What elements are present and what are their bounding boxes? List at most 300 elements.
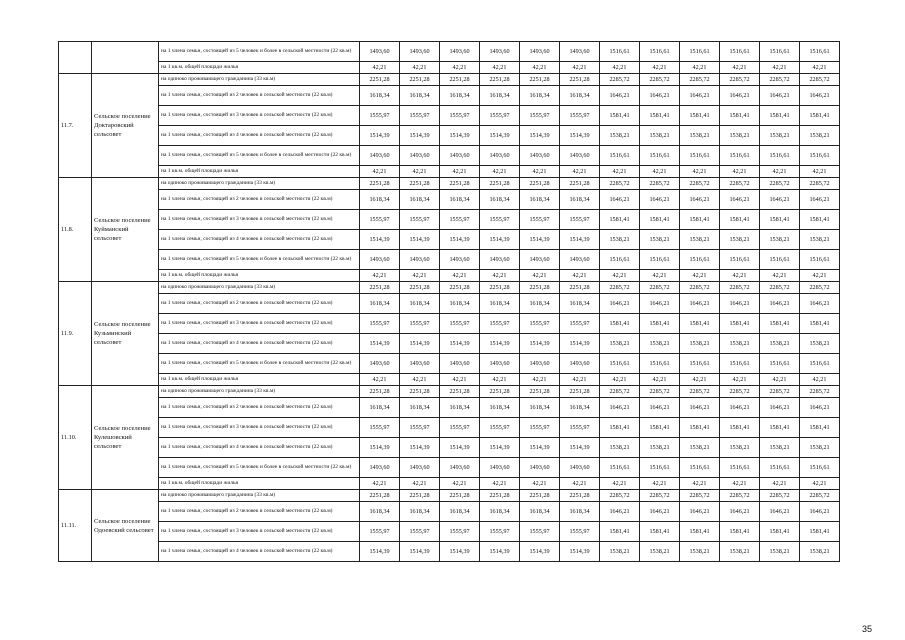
tariff-value: 1581,41	[760, 106, 800, 126]
tariff-value: 1516,61	[720, 42, 760, 62]
tariff-value: 1555,97	[520, 418, 560, 438]
tariff-value: 1516,61	[720, 250, 760, 270]
tariff-value: 1516,61	[640, 458, 680, 478]
table-row	[59, 502, 840, 522]
category-description: на одиноко проживающего гражданина (33 кв.м)	[159, 282, 360, 294]
table-row	[59, 418, 840, 438]
tariff-value: 1493,60	[520, 458, 560, 478]
tariff-value: 1555,97	[400, 418, 440, 438]
tariff-value: 2251,28	[560, 178, 600, 190]
tariff-value: 1555,97	[480, 418, 520, 438]
tariff-value: 2251,28	[520, 386, 560, 398]
tariff-value: 1555,97	[440, 210, 480, 230]
category-description: на 1 члена семьи, состоящей из 5 человек и более в сельской местности (22 кв.м)	[159, 250, 360, 270]
tariff-value: 1514,39	[480, 126, 520, 146]
category-description: на 1 кв.м. общей площади жилья	[159, 270, 360, 282]
tariff-value: 1646,21	[760, 398, 800, 418]
tariff-value: 1538,21	[760, 542, 800, 562]
tariff-value: 1618,34	[480, 398, 520, 418]
item-number	[59, 42, 92, 74]
tariff-value: 1514,39	[440, 334, 480, 354]
item-number: 11.9.	[59, 282, 92, 386]
tariff-value: 42,21	[720, 270, 760, 282]
table-row	[59, 374, 840, 386]
tariff-value: 2285,72	[600, 386, 640, 398]
tariff-value: 1618,34	[440, 294, 480, 314]
tariff-value: 2285,72	[640, 282, 680, 294]
tariff-value: 1514,39	[520, 126, 560, 146]
tariff-value: 1646,21	[760, 190, 800, 210]
tariff-value: 1516,61	[640, 354, 680, 374]
category-description: на 1 члена семьи, состоящей из 5 человек и более в сельской местности (22 кв.м)	[159, 458, 360, 478]
tariff-value: 2285,72	[720, 282, 760, 294]
tariff-value: 1646,21	[640, 502, 680, 522]
tariff-value: 1514,39	[560, 334, 600, 354]
tariff-value: 1538,21	[800, 438, 840, 458]
tariff-value: 1493,60	[360, 458, 400, 478]
tariff-value: 2285,72	[640, 490, 680, 502]
tariff-value: 2285,72	[720, 490, 760, 502]
tariff-value: 1538,21	[680, 438, 720, 458]
table-row	[59, 270, 840, 282]
tariff-value: 1514,39	[360, 334, 400, 354]
table-row	[59, 542, 840, 562]
tariff-value: 1618,34	[520, 294, 560, 314]
tariff-value: 1618,34	[560, 86, 600, 106]
tariff-value: 1538,21	[680, 230, 720, 250]
tariff-value: 2251,28	[440, 74, 480, 86]
settlement-name: Сельское поселение Одоевский сельсовет	[92, 490, 159, 562]
tariff-value: 42,21	[800, 374, 840, 386]
tariff-value: 2251,28	[400, 490, 440, 502]
tariff-value: 42,21	[680, 478, 720, 490]
tariff-value: 2251,28	[480, 178, 520, 190]
tariff-value: 1516,61	[680, 458, 720, 478]
tariff-value: 2251,28	[400, 282, 440, 294]
tariff-value: 1555,97	[560, 106, 600, 126]
tariff-value: 1514,39	[560, 438, 600, 458]
category-description: на одиноко проживающего гражданина (33 кв.м)	[159, 386, 360, 398]
tariff-value: 1514,39	[520, 542, 560, 562]
tariff-value: 1516,61	[600, 250, 640, 270]
category-description: на одиноко проживающего гражданина (33 кв.м)	[159, 74, 360, 86]
settlement-name: Сельское поселение Куйманский сельсовет	[92, 178, 159, 282]
tariff-table-body	[59, 42, 840, 562]
tariff-value: 1618,34	[400, 294, 440, 314]
tariff-value: 2251,28	[560, 282, 600, 294]
table-row	[59, 522, 840, 542]
category-description: на 1 члена семьи, состоящей из 4 человек в сельской местности (22 кв.м)	[159, 334, 360, 354]
tariff-value: 1514,39	[520, 334, 560, 354]
category-description: на 1 члена семьи, состоящей из 2 человек в сельской местности (22 кв.м)	[159, 294, 360, 314]
tariff-value: 1581,41	[760, 314, 800, 334]
tariff-value: 2251,28	[360, 386, 400, 398]
tariff-value: 1516,61	[680, 146, 720, 166]
tariff-value: 1555,97	[480, 522, 520, 542]
tariff-value: 2285,72	[800, 178, 840, 190]
tariff-value: 1581,41	[600, 418, 640, 438]
tariff-value: 1646,21	[600, 294, 640, 314]
tariff-value: 1581,41	[600, 106, 640, 126]
table-row	[59, 230, 840, 250]
category-description: на 1 члена семьи, состоящей из 4 человек в сельской местности (22 кв.м)	[159, 542, 360, 562]
tariff-value: 1493,60	[520, 250, 560, 270]
category-description: на 1 члена семьи, состоящей из 4 человек в сельской местности (22 кв.м)	[159, 438, 360, 458]
category-description: на 1 кв.м. общей площади жилья	[159, 166, 360, 178]
tariff-value: 42,21	[560, 478, 600, 490]
tariff-value: 1581,41	[800, 418, 840, 438]
category-description: на 1 кв.м. общей площади жилья	[159, 62, 360, 74]
tariff-value: 1618,34	[520, 502, 560, 522]
tariff-value: 42,21	[360, 62, 400, 74]
tariff-value: 1514,39	[400, 438, 440, 458]
tariff-value: 42,21	[400, 374, 440, 386]
tariff-value: 42,21	[680, 166, 720, 178]
tariff-value: 1514,39	[360, 126, 400, 146]
tariff-value: 42,21	[440, 478, 480, 490]
tariff-value: 1555,97	[440, 106, 480, 126]
tariff-value: 1493,60	[400, 354, 440, 374]
tariff-value: 1493,60	[440, 146, 480, 166]
tariff-value: 1493,60	[440, 250, 480, 270]
tariff-value: 1516,61	[640, 146, 680, 166]
tariff-value: 1618,34	[480, 502, 520, 522]
category-description: на 1 члена семьи, состоящей из 3 человек в сельской местности (22 кв.м)	[159, 522, 360, 542]
tariff-value: 1581,41	[680, 106, 720, 126]
tariff-value: 1516,61	[760, 42, 800, 62]
tariff-value: 2251,28	[520, 74, 560, 86]
settlement-name: Сельское поселение Доктаровский сельсовет	[92, 74, 159, 178]
tariff-value: 1516,61	[640, 42, 680, 62]
tariff-value: 1538,21	[640, 334, 680, 354]
tariff-value: 1493,60	[400, 146, 440, 166]
tariff-value: 1646,21	[640, 294, 680, 314]
tariff-value: 42,21	[480, 478, 520, 490]
tariff-value: 1516,61	[800, 354, 840, 374]
tariff-value: 1516,61	[600, 458, 640, 478]
tariff-value: 2285,72	[720, 178, 760, 190]
tariff-value: 1581,41	[800, 106, 840, 126]
tariff-value: 1555,97	[560, 210, 600, 230]
table-row	[59, 250, 840, 270]
tariff-value: 1646,21	[680, 502, 720, 522]
table-row	[59, 386, 840, 398]
tariff-value: 2285,72	[800, 74, 840, 86]
tariff-value: 1493,60	[400, 250, 440, 270]
tariff-value: 1618,34	[440, 502, 480, 522]
tariff-value: 1646,21	[800, 294, 840, 314]
tariff-value: 42,21	[680, 270, 720, 282]
tariff-value: 2285,72	[680, 386, 720, 398]
tariff-value: 1516,61	[680, 42, 720, 62]
settlement-name: Сельское поселение Кулешовский сельсовет	[92, 386, 159, 490]
category-description: на 1 члена семьи, состоящей из 3 человек в сельской местности (22 кв.м)	[159, 106, 360, 126]
tariff-value: 42,21	[600, 374, 640, 386]
tariff-value: 1538,21	[720, 438, 760, 458]
tariff-value: 1555,97	[560, 418, 600, 438]
tariff-value: 1514,39	[560, 126, 600, 146]
tariff-value: 1516,61	[720, 354, 760, 374]
tariff-value: 1618,34	[560, 294, 600, 314]
tariff-value: 42,21	[720, 478, 760, 490]
tariff-value: 1555,97	[520, 522, 560, 542]
tariff-value: 1493,60	[480, 250, 520, 270]
tariff-value: 1646,21	[800, 190, 840, 210]
category-description: на 1 члена семьи, состоящей из 4 человек в сельской местности (22 кв.м)	[159, 230, 360, 250]
tariff-value: 2251,28	[560, 490, 600, 502]
settlement-name	[92, 42, 159, 74]
tariff-value: 1514,39	[560, 542, 600, 562]
tariff-value: 1555,97	[520, 106, 560, 126]
tariff-value: 2285,72	[800, 282, 840, 294]
table-row	[59, 490, 840, 502]
tariff-value: 1646,21	[680, 398, 720, 418]
tariff-value: 42,21	[400, 478, 440, 490]
table-row	[59, 210, 840, 230]
tariff-value: 42,21	[800, 478, 840, 490]
tariff-value: 42,21	[560, 270, 600, 282]
tariff-value: 2285,72	[640, 74, 680, 86]
tariff-value: 1493,60	[400, 42, 440, 62]
tariff-value: 1516,61	[760, 458, 800, 478]
tariff-value: 2285,72	[680, 282, 720, 294]
tariff-value: 2285,72	[640, 178, 680, 190]
tariff-value: 1538,21	[600, 542, 640, 562]
tariff-value: 42,21	[400, 270, 440, 282]
tariff-value: 1581,41	[640, 418, 680, 438]
table-row	[59, 106, 840, 126]
tariff-value: 1538,21	[760, 126, 800, 146]
tariff-value: 1493,60	[480, 42, 520, 62]
tariff-value: 2251,28	[360, 178, 400, 190]
tariff-value: 1646,21	[600, 190, 640, 210]
tariff-value: 1493,60	[440, 458, 480, 478]
category-description: на 1 кв.м. общей площади жилья	[159, 374, 360, 386]
tariff-value: 42,21	[640, 478, 680, 490]
tariff-value: 1538,21	[720, 542, 760, 562]
tariff-value: 42,21	[600, 62, 640, 74]
tariff-value: 42,21	[440, 374, 480, 386]
tariff-value: 1538,21	[600, 438, 640, 458]
tariff-value: 42,21	[520, 374, 560, 386]
tariff-value: 2251,28	[440, 178, 480, 190]
table-row	[59, 314, 840, 334]
tariff-value: 42,21	[600, 478, 640, 490]
tariff-value: 1538,21	[600, 230, 640, 250]
tariff-value: 1555,97	[360, 522, 400, 542]
tariff-value: 1538,21	[800, 334, 840, 354]
table-row	[59, 178, 840, 190]
tariff-value: 1618,34	[360, 294, 400, 314]
tariff-value: 42,21	[360, 374, 400, 386]
tariff-value: 1646,21	[800, 398, 840, 418]
tariff-value: 1618,34	[360, 190, 400, 210]
tariff-value: 1493,60	[560, 146, 600, 166]
tariff-value: 42,21	[560, 62, 600, 74]
tariff-value: 42,21	[760, 62, 800, 74]
tariff-value: 1646,21	[800, 86, 840, 106]
tariff-value: 42,21	[440, 270, 480, 282]
tariff-value: 1514,39	[440, 542, 480, 562]
tariff-value: 1646,21	[720, 86, 760, 106]
tariff-value: 1493,60	[480, 458, 520, 478]
tariff-value: 1516,61	[800, 250, 840, 270]
tariff-value: 42,21	[520, 166, 560, 178]
tariff-value: 2251,28	[560, 386, 600, 398]
tariff-value: 1646,21	[600, 398, 640, 418]
tariff-value: 1493,60	[480, 146, 520, 166]
tariff-value: 1514,39	[360, 230, 400, 250]
tariff-value: 1555,97	[520, 210, 560, 230]
tariff-value: 42,21	[680, 62, 720, 74]
tariff-value: 1646,21	[760, 294, 800, 314]
tariff-value: 1538,21	[760, 230, 800, 250]
tariff-value: 1514,39	[400, 542, 440, 562]
item-number: 11.11.	[59, 490, 92, 562]
tariff-value: 1618,34	[480, 294, 520, 314]
tariff-value: 1618,34	[480, 86, 520, 106]
tariff-value: 1581,41	[640, 106, 680, 126]
tariff-value: 1646,21	[760, 86, 800, 106]
tariff-value: 1493,60	[360, 250, 400, 270]
tariff-value: 1555,97	[360, 210, 400, 230]
tariff-value: 1555,97	[400, 210, 440, 230]
tariff-value: 1514,39	[520, 230, 560, 250]
tariff-value: 42,21	[520, 270, 560, 282]
tariff-value: 1581,41	[720, 522, 760, 542]
tariff-value: 1618,34	[560, 502, 600, 522]
tariff-value: 2251,28	[520, 490, 560, 502]
tariff-value: 1493,60	[360, 354, 400, 374]
tariff-value: 1514,39	[400, 334, 440, 354]
tariff-value: 1555,97	[520, 314, 560, 334]
tariff-value: 1493,60	[560, 42, 600, 62]
tariff-value: 1538,21	[800, 230, 840, 250]
tariff-value: 2251,28	[520, 282, 560, 294]
tariff-value: 1581,41	[760, 210, 800, 230]
tariff-value: 42,21	[600, 270, 640, 282]
tariff-value: 1538,21	[640, 230, 680, 250]
tariff-value: 1581,41	[720, 314, 760, 334]
table-row	[59, 438, 840, 458]
tariff-value: 2251,28	[400, 74, 440, 86]
tariff-value: 1581,41	[680, 522, 720, 542]
tariff-value: 1646,21	[640, 398, 680, 418]
category-description: на одиноко проживающего гражданина (33 кв.м)	[159, 490, 360, 502]
tariff-value: 2285,72	[760, 282, 800, 294]
tariff-value: 2251,28	[480, 282, 520, 294]
tariff-value: 1555,97	[360, 106, 400, 126]
tariff-value: 42,21	[480, 62, 520, 74]
tariff-value: 1618,34	[560, 190, 600, 210]
tariff-value: 42,21	[800, 62, 840, 74]
tariff-value: 1581,41	[800, 314, 840, 334]
tariff-value: 1555,97	[440, 314, 480, 334]
tariff-value: 1555,97	[360, 418, 400, 438]
tariff-value: 1516,61	[800, 42, 840, 62]
tariff-value: 1581,41	[600, 522, 640, 542]
category-description: на 1 члена семьи, состоящей из 3 человек в сельской местности (22 кв.м)	[159, 314, 360, 334]
tariff-value: 1493,60	[520, 42, 560, 62]
tariff-value: 1618,34	[400, 190, 440, 210]
tariff-value: 1514,39	[440, 230, 480, 250]
tariff-value: 1538,21	[720, 334, 760, 354]
tariff-value: 1581,41	[760, 522, 800, 542]
tariff-value: 1538,21	[640, 542, 680, 562]
tariff-value: 1538,21	[680, 334, 720, 354]
tariff-value: 1581,41	[680, 210, 720, 230]
tariff-value: 1516,61	[800, 146, 840, 166]
item-number: 11.7.	[59, 74, 92, 178]
tariff-value: 1516,61	[720, 458, 760, 478]
tariff-value: 1555,97	[400, 314, 440, 334]
tariff-value: 1514,39	[480, 542, 520, 562]
tariff-value: 1514,39	[480, 438, 520, 458]
tariff-value: 2285,72	[600, 490, 640, 502]
table-row	[59, 458, 840, 478]
tariff-value: 1646,21	[720, 294, 760, 314]
table-row	[59, 294, 840, 314]
tariff-value: 42,21	[560, 374, 600, 386]
tariff-value: 42,21	[640, 374, 680, 386]
tariff-value: 2251,28	[560, 74, 600, 86]
tariff-value: 1514,39	[480, 334, 520, 354]
tariff-value: 42,21	[440, 62, 480, 74]
table-row	[59, 86, 840, 106]
tariff-value: 2285,72	[720, 74, 760, 86]
tariff-value: 1514,39	[520, 438, 560, 458]
tariff-value: 1581,41	[720, 418, 760, 438]
tariff-value: 1555,97	[400, 106, 440, 126]
tariff-value: 1514,39	[360, 542, 400, 562]
tariff-value: 1516,61	[600, 146, 640, 166]
category-description: на 1 члена семьи, состоящей из 5 человек и более в сельской местности (22 кв.м)	[159, 42, 360, 62]
tariff-value: 2251,28	[360, 282, 400, 294]
tariff-value: 42,21	[440, 166, 480, 178]
tariff-value: 1493,60	[400, 458, 440, 478]
category-description: на 1 члена семьи, состоящей из 2 человек в сельской местности (22 кв.м)	[159, 86, 360, 106]
tariff-value: 1646,21	[600, 86, 640, 106]
tariff-value: 2251,28	[440, 282, 480, 294]
tariff-value: 1618,34	[440, 190, 480, 210]
tariff-value: 42,21	[360, 478, 400, 490]
tariff-value: 1514,39	[480, 230, 520, 250]
tariff-value: 1618,34	[520, 86, 560, 106]
tariff-value: 1581,41	[600, 210, 640, 230]
tariff-value: 2285,72	[600, 282, 640, 294]
tariff-value: 1514,39	[400, 126, 440, 146]
tariff-value: 1538,21	[760, 334, 800, 354]
tariff-value: 1646,21	[600, 502, 640, 522]
tariff-value: 1581,41	[640, 210, 680, 230]
tariff-value: 1555,97	[360, 314, 400, 334]
tariff-value: 1493,60	[360, 42, 400, 62]
tariff-value: 2285,72	[760, 490, 800, 502]
tariff-value: 1538,21	[680, 126, 720, 146]
tariff-value: 2251,28	[440, 490, 480, 502]
category-description: на 1 члена семьи, состоящей из 2 человек в сельской местности (22 кв.м)	[159, 502, 360, 522]
tariff-value: 1646,21	[680, 294, 720, 314]
item-number: 11.8.	[59, 178, 92, 282]
tariff-value: 2285,72	[680, 178, 720, 190]
tariff-value: 1646,21	[720, 502, 760, 522]
tariff-value: 1646,21	[680, 86, 720, 106]
category-description: на 1 члена семьи, состоящей из 3 человек в сельской местности (22 кв.м)	[159, 210, 360, 230]
tariff-value: 1555,97	[400, 522, 440, 542]
tariff-value: 42,21	[640, 166, 680, 178]
tariff-value: 1618,34	[520, 190, 560, 210]
table-row	[59, 282, 840, 294]
